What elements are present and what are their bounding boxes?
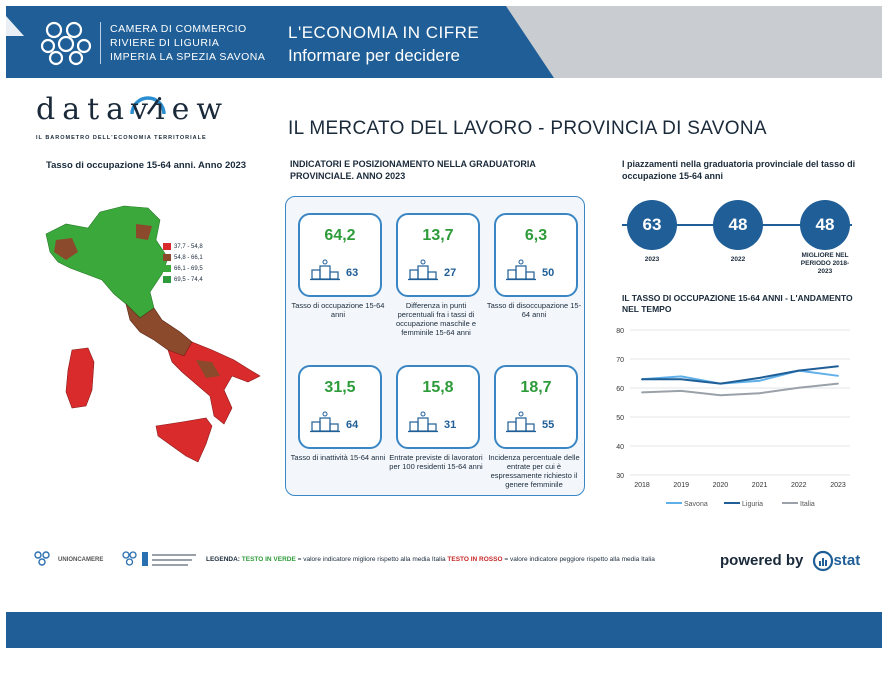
istat-logo-icon: [812, 550, 834, 572]
data-point-liguria: [720, 383, 722, 385]
y-tick-label: 30: [616, 473, 624, 480]
indicator-card: [494, 365, 578, 449]
y-tick-label: 80: [616, 328, 624, 335]
podium-icon: [310, 259, 340, 281]
data-point-liguria: [759, 377, 761, 379]
data-point-savona: [759, 380, 761, 382]
rank-circle-label: 2023: [644, 256, 660, 263]
data-point-italia: [798, 387, 800, 389]
rank-circle-label: MIGLIORE NEL PERIODO 2018-2023: [800, 252, 850, 275]
indicator-card: [298, 213, 382, 297]
data-point-liguria: [680, 378, 682, 380]
map-region-north: [46, 206, 168, 318]
indicator-value: 6,3: [524, 227, 548, 244]
rank-circle-label: 2022: [730, 256, 746, 263]
indicator-label: Incidenza percentuale delle entrate per cui è espressamente richiesto il genere femminile: [488, 453, 580, 489]
indicator-value: 13,7: [422, 227, 454, 244]
indicator-value: 31,5: [324, 379, 356, 396]
indicator-card: [396, 213, 480, 297]
chamber-name-line-3: IMPERIA LA SPEZIA SAVONA: [110, 51, 266, 63]
map-legend-item: 37,7 - 54,8: [163, 243, 203, 250]
map-title: Tasso di occupazione 15-64 anni. Anno 2023: [46, 160, 247, 171]
y-tick-label: 60: [616, 386, 624, 393]
header-title: L'ECONOMIA IN CIFRE: [288, 23, 480, 42]
y-tick-label: 50: [616, 415, 624, 422]
legend-green-desc: = valore indicatore migliore rispetto alla media Italia: [295, 556, 448, 563]
italy-map: [36, 200, 271, 470]
indicator-label: Entrate previste di lavoratori per 100 residenti 15-64 anni: [389, 453, 483, 471]
legend-swatch: [163, 265, 171, 272]
powered-brand: stat: [833, 551, 861, 569]
data-point-liguria: [798, 370, 800, 372]
indicator-value: 64,2: [324, 227, 356, 244]
indicator-label: Tasso di occupazione 15-64 anni: [291, 301, 385, 319]
indicator-card: [396, 365, 480, 449]
chamber-name-line-1: CAMERA DI COMMERCIO: [110, 23, 247, 35]
data-point-liguria: [641, 378, 643, 380]
powered-by: [720, 550, 860, 572]
indicator-card: [298, 365, 382, 449]
indicator-value: 18,7: [520, 379, 552, 396]
data-point-italia: [759, 392, 761, 394]
trend-line-chart: [600, 325, 870, 515]
legend-swatch: [163, 254, 171, 261]
legend-label-liguria: Liguria: [742, 501, 764, 508]
header-subtitle: Informare per decidere: [288, 46, 460, 65]
data-point-italia: [720, 394, 722, 396]
indicator-label: Tasso di disoccupazione 15-64 anni: [486, 301, 582, 319]
y-tick-label: 40: [616, 444, 624, 451]
indicator-label: Differenza in punti percentuali fra i tassi di occupazione maschile e femminile 15-64 anni: [395, 301, 477, 337]
indicator-value: 15,8: [422, 379, 454, 396]
podium-icon: [408, 259, 438, 281]
legend-prefix: LEGENDA:: [206, 556, 240, 563]
indicators-panel: [285, 196, 585, 496]
data-point-liguria: [837, 365, 839, 367]
indicator-rank: 31: [444, 419, 457, 431]
series-line-liguria: [642, 366, 838, 383]
indicator-label: Tasso di inattività 15-64 anni: [290, 453, 386, 462]
indicator-rank: 50: [542, 267, 555, 279]
ranking-title: I piazzamenti nella graduatoria provinciale del tasso di occupazione 15-64 anni: [622, 159, 856, 181]
indicator-rank: 55: [542, 419, 555, 431]
map-legend-item: 69,5 - 74,4: [163, 276, 203, 283]
footer-legend: [206, 556, 655, 563]
x-tick-label: 2023: [830, 482, 846, 489]
podium-icon: [408, 411, 438, 433]
y-tick-label: 70: [616, 357, 624, 364]
indicator-rank: 63: [346, 267, 359, 279]
indicators-title: INDICATORI E POSIZIONAMENTO NELLA GRADUATORIA PROVINCIALE. ANNO 2023: [290, 159, 536, 181]
legend-red-desc: = valore indicatore peggiore rispetto alla media Italia: [502, 556, 655, 563]
x-tick-label: 2018: [634, 482, 650, 489]
data-point-italia: [837, 383, 839, 385]
legend-label-savona: Savona: [684, 501, 708, 508]
trend-chart-title: IL TASSO DI OCCUPAZIONE 15-64 ANNI - L'ANDAMENTO NEL TEMPO: [622, 293, 853, 314]
legend-red-label: TESTO IN ROSSO: [447, 556, 503, 563]
header-bar: [6, 6, 882, 78]
podium-icon: [310, 411, 340, 433]
x-tick-label: 2022: [791, 482, 807, 489]
x-tick-label: 2020: [712, 482, 729, 489]
rank-circle: 48: [713, 200, 763, 250]
x-tick-label: 2021: [751, 482, 768, 489]
legend-swatch: [163, 276, 171, 283]
map-region-sicily: [156, 418, 212, 462]
legend-green-label: TESTO IN VERDE: [241, 556, 296, 563]
podium-icon: [506, 259, 536, 281]
podium-icon: [506, 411, 536, 433]
header-divider: [100, 22, 101, 64]
map-region-sardinia: [66, 348, 94, 408]
indicator-rank: 27: [444, 267, 457, 279]
legend-swatch: [163, 243, 171, 250]
chamber-name-line-2: RIVIERE DI LIGURIA: [110, 37, 220, 49]
page-title: IL MERCATO DEL LAVORO - PROVINCIA DI SAVONA: [288, 118, 767, 139]
series-line-italia: [642, 384, 838, 396]
x-tick-label: 2019: [673, 482, 689, 489]
data-point-savona: [680, 376, 682, 378]
data-point-savona: [837, 375, 839, 377]
rank-circle: 63: [627, 200, 677, 250]
powered-by-text: powered by: [720, 551, 804, 569]
indicator-rank: 64: [346, 419, 359, 431]
dataview-tagline: IL BAROMETRO DELL'ECONOMIA TERRITORIALE: [36, 135, 207, 141]
unioncamere-logo-icon: [32, 550, 52, 568]
rank-circle: 48: [800, 200, 850, 250]
map-legend-item: 54,8 - 66,1: [163, 254, 203, 261]
partner-logo-icon: [120, 549, 200, 569]
chamber-logo-icon: [40, 18, 92, 66]
unioncamere-logo-text: UNIONCAMERE: [58, 557, 104, 563]
dataview-logo: dataview: [36, 92, 230, 127]
data-point-italia: [680, 390, 682, 392]
legend-label-italia: Italia: [800, 501, 815, 508]
indicator-card: [494, 213, 578, 297]
map-legend-item: 66,1 - 69,5: [163, 265, 203, 272]
data-point-italia: [641, 391, 643, 393]
footer-bar: [6, 612, 882, 648]
